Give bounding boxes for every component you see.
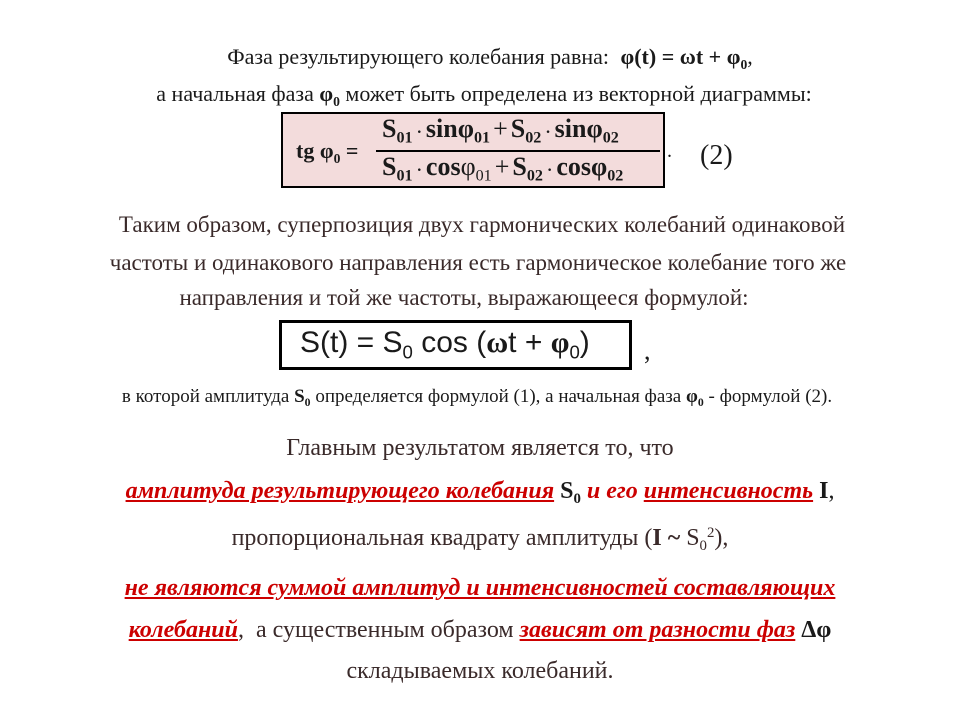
- tangent-formula-numerator: $S_{01} \cdot \sin\varphi_{01} + S_{02} \cdot \sin\varphi_{02}$: [382, 114, 619, 147]
- tangent-formula-denominator: $S_{01} \cdot \cos\varphi_{01} + S_{02} \cdot \cos\varphi_{02}$: [382, 152, 624, 185]
- paragraph-line-3: направления и той же частоты, выражающееся формулой:: [179, 285, 749, 310]
- tangent-formula-lhs: tg $\varphi_0$ =: [296, 138, 359, 166]
- main-formula-comma: ,: [644, 336, 651, 365]
- phi0-symbol: $\varphi_0$: [319, 81, 340, 109]
- initial-phase-line: а начальная фаза $\varphi_0$ может быть определена из векторной диаграммы:: [156, 81, 812, 109]
- main-formula: $S(t) = S_0$ $\cos (\omega t + \varphi_0)$: [300, 326, 590, 363]
- formula-number-2: (2): [700, 140, 733, 171]
- phase-formula: $\varphi(t) = \omega t + \varphi_0$: [620, 44, 748, 72]
- conclusion-line-6: складываемых колебаний.: [346, 658, 614, 684]
- highlight-amplitude: амплитуда результирующего колебания: [125, 478, 555, 504]
- amplitude-line: в которой амплитуда $S_0$ определяется формулой (1), а начальная фаза $\varphi_0$ - формулой (2).: [121, 386, 833, 410]
- phase-statement-line: Фаза результирующего колебания равна: $\varphi(t) = \omega t + \varphi_0$,: [227, 44, 753, 72]
- highlight-phase-difference: зависят от разности фаз: [519, 617, 796, 643]
- conclusion-line-5: колебаний, а существенным образом зависят от разности фаз Δφ: [128, 617, 832, 643]
- conclusion-line-3: пропорциональная квадрату амплитуды (I ~ $S_0^2$),: [231, 524, 729, 555]
- highlight-intensity: интенсивность: [643, 478, 814, 504]
- conclusion-line-4: [0, 575, 960, 602]
- paragraph-line-1: Таким образом, суперпозиция двух гармонических колебаний одинаковой: [118, 212, 846, 237]
- conclusion-line-1: Главным результатом является то, что: [286, 435, 674, 461]
- highlight-not-sum: не являются суммой амплитуд и интенсивностей составляющих: [124, 575, 836, 601]
- phase-statement-text: Фаза результирующего колебания равна:: [227, 44, 609, 69]
- paragraph-line-2: частоты и одинакового направления есть гармоническое колебание того же: [109, 250, 847, 275]
- formula-trailing-dot: .: [667, 140, 672, 162]
- conclusion-line-2: амплитуда результирующего колебания $S_0$ и его интенсивность I,: [125, 478, 835, 508]
